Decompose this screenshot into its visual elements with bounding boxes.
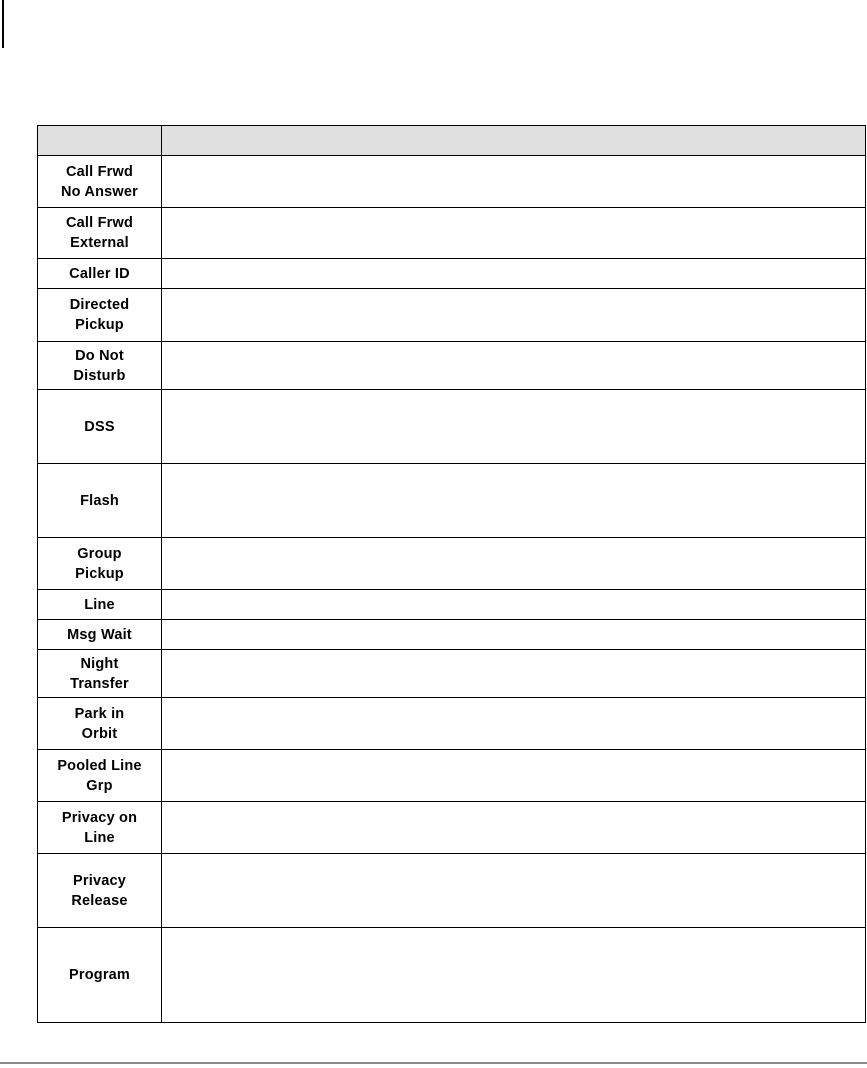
feature-name bbox=[38, 464, 162, 538]
feature-description bbox=[162, 289, 866, 342]
feature-name bbox=[38, 289, 162, 342]
header-cell-description bbox=[162, 126, 866, 156]
table-header-row bbox=[38, 126, 866, 156]
feature-name-text: DSS bbox=[84, 418, 115, 435]
feature-description bbox=[162, 802, 866, 854]
feature-name-text: Group Pickup bbox=[75, 545, 124, 582]
feature-name bbox=[38, 698, 162, 750]
feature-description bbox=[162, 854, 866, 928]
feature-name bbox=[38, 750, 162, 802]
feature-description bbox=[162, 464, 866, 538]
feature-name-text: Pooled Line Grp bbox=[57, 757, 142, 794]
feature-name-text: Night Transfer bbox=[70, 655, 129, 692]
table-row bbox=[38, 259, 866, 289]
feature-button-table bbox=[37, 125, 866, 1023]
header-cell-feature bbox=[38, 126, 162, 156]
feature-description bbox=[162, 538, 866, 590]
feature-name-text: Do Not Disturb bbox=[73, 347, 126, 384]
feature-name bbox=[38, 538, 162, 590]
table-row bbox=[38, 590, 866, 620]
feature-description bbox=[162, 259, 866, 289]
feature-name-text: Directed Pickup bbox=[69, 297, 130, 333]
feature-description bbox=[162, 650, 866, 698]
feature-name bbox=[38, 854, 162, 928]
feature-description bbox=[162, 156, 866, 208]
table-row bbox=[38, 750, 866, 802]
table-row bbox=[38, 538, 866, 590]
table-row bbox=[38, 698, 866, 750]
feature-description bbox=[162, 698, 866, 750]
table-row bbox=[38, 802, 866, 854]
table-row bbox=[38, 928, 866, 1023]
feature-name bbox=[38, 802, 162, 854]
feature-name bbox=[38, 650, 162, 698]
table-row bbox=[38, 854, 866, 928]
feature-name-text: Msg Wait bbox=[67, 626, 132, 643]
feature-description bbox=[162, 390, 866, 464]
feature-name-text: Privacy Release bbox=[71, 872, 128, 909]
feature-name-text: Program bbox=[68, 967, 131, 983]
feature-name-text: Privacy on Line bbox=[61, 809, 138, 846]
table-row bbox=[38, 650, 866, 698]
feature-description bbox=[162, 750, 866, 802]
feature-name-text: Call Frwd No Answer bbox=[61, 163, 138, 200]
feature-name-text: Flash bbox=[80, 492, 119, 509]
feature-name-text: Call Frwd External bbox=[65, 215, 134, 251]
feature-name bbox=[38, 208, 162, 259]
feature-name bbox=[38, 390, 162, 464]
feature-description bbox=[162, 342, 866, 390]
feature-name bbox=[38, 156, 162, 208]
table-row bbox=[38, 464, 866, 538]
feature-description bbox=[162, 208, 866, 259]
table-row bbox=[38, 208, 866, 259]
table-row bbox=[38, 390, 866, 464]
table-row bbox=[38, 342, 866, 390]
table-row bbox=[38, 289, 866, 342]
margin-rule bbox=[2, 0, 4, 48]
footer-rule bbox=[0, 1062, 867, 1064]
feature-name-text: Caller ID bbox=[69, 265, 130, 282]
feature-name-text: Park in Orbit bbox=[74, 705, 125, 742]
feature-name bbox=[38, 342, 162, 390]
feature-description bbox=[162, 928, 866, 1023]
feature-name bbox=[38, 259, 162, 289]
feature-name bbox=[38, 928, 162, 1023]
table-row bbox=[38, 156, 866, 208]
feature-description bbox=[162, 590, 866, 620]
table-row bbox=[38, 620, 866, 650]
feature-name-text: Line bbox=[84, 596, 115, 613]
feature-description bbox=[162, 620, 866, 650]
feature-name bbox=[38, 590, 162, 620]
feature-name bbox=[38, 620, 162, 650]
